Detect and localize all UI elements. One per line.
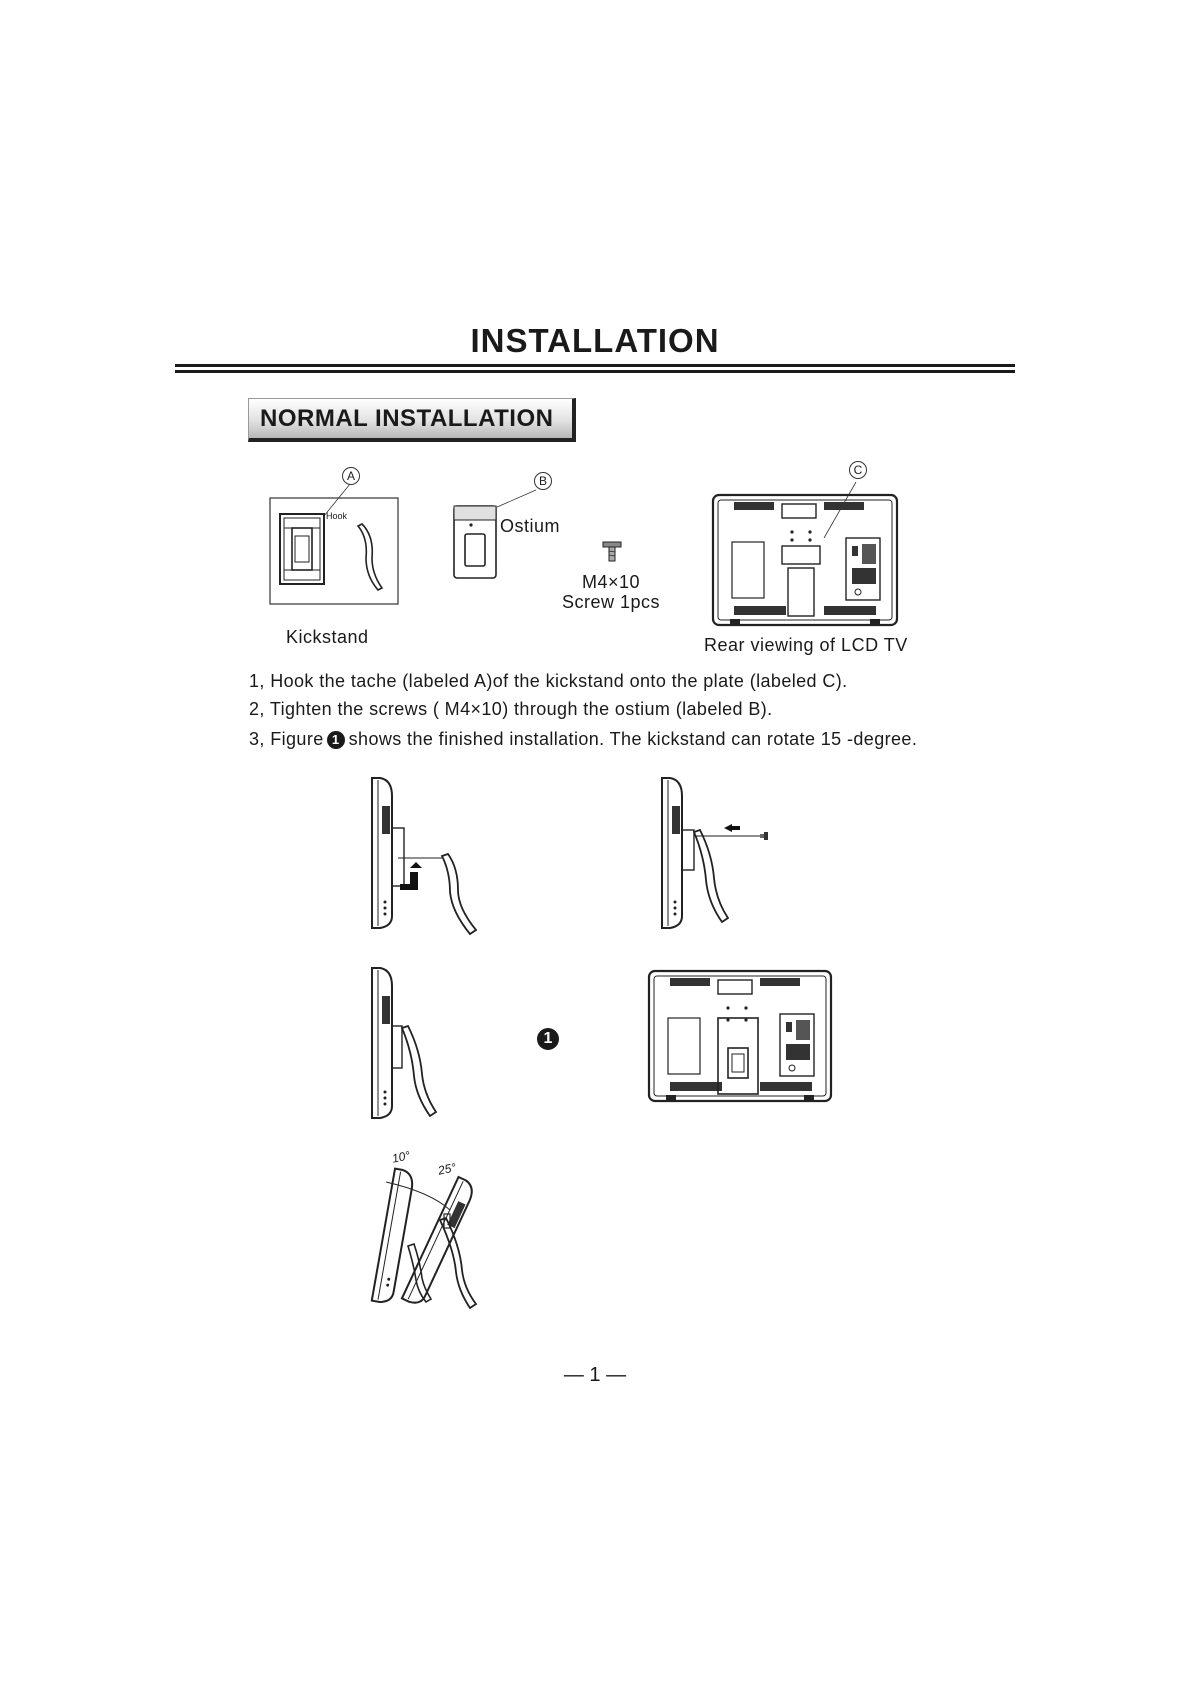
ostium-illustration — [452, 488, 512, 588]
page-title: INSTALLATION — [470, 322, 720, 359]
label-b-circle: B — [534, 472, 552, 490]
step-2-text: 2, Tighten the screws ( M4×10) through the ostium (labeled B). — [249, 699, 773, 719]
figure-1-inline-badge: 1 — [327, 731, 345, 749]
hook-label: Hook — [326, 511, 348, 521]
step-3-suffix: shows the finished installation. The kickstand can rotate 15 -degree. — [348, 729, 918, 749]
step-1-text: 1, Hook the tache (labeled A)of the kickstand onto the plate (labeled C). — [249, 671, 848, 691]
screw-quantity: Screw 1pcs — [562, 592, 661, 612]
rear-view-caption: Rear viewing of LCD TV — [704, 635, 908, 655]
angle-min-label: 10° — [390, 1148, 412, 1166]
side-view-hook-illustration — [370, 776, 480, 936]
ostium-label: Ostium — [500, 516, 561, 536]
figure-1-badge: 1 — [537, 1028, 559, 1050]
label-c-circle: C — [849, 461, 867, 479]
step-3-text — [249, 729, 917, 750]
title-rule-bottom — [175, 370, 1015, 373]
side-view-finished-illustration — [370, 966, 480, 1126]
title-rule-top — [175, 364, 1015, 367]
kickstand-caption: Kickstand — [286, 627, 369, 647]
label-a-circle: A — [342, 467, 360, 485]
screw-icon — [600, 540, 626, 564]
angle-max-label: 25° — [436, 1160, 458, 1178]
tv-rear-finished-illustration — [648, 970, 832, 1104]
section-title: NORMAL INSTALLATION — [260, 405, 554, 432]
tv-rear-illustration — [712, 494, 898, 628]
page-number: — 1 — — [563, 1364, 627, 1386]
tilt-angle-illustration — [370, 1150, 500, 1310]
step-3-prefix: 3, Figure — [249, 729, 324, 749]
screw-size: M4×10 — [582, 572, 641, 592]
side-view-screw-illustration — [660, 776, 780, 936]
